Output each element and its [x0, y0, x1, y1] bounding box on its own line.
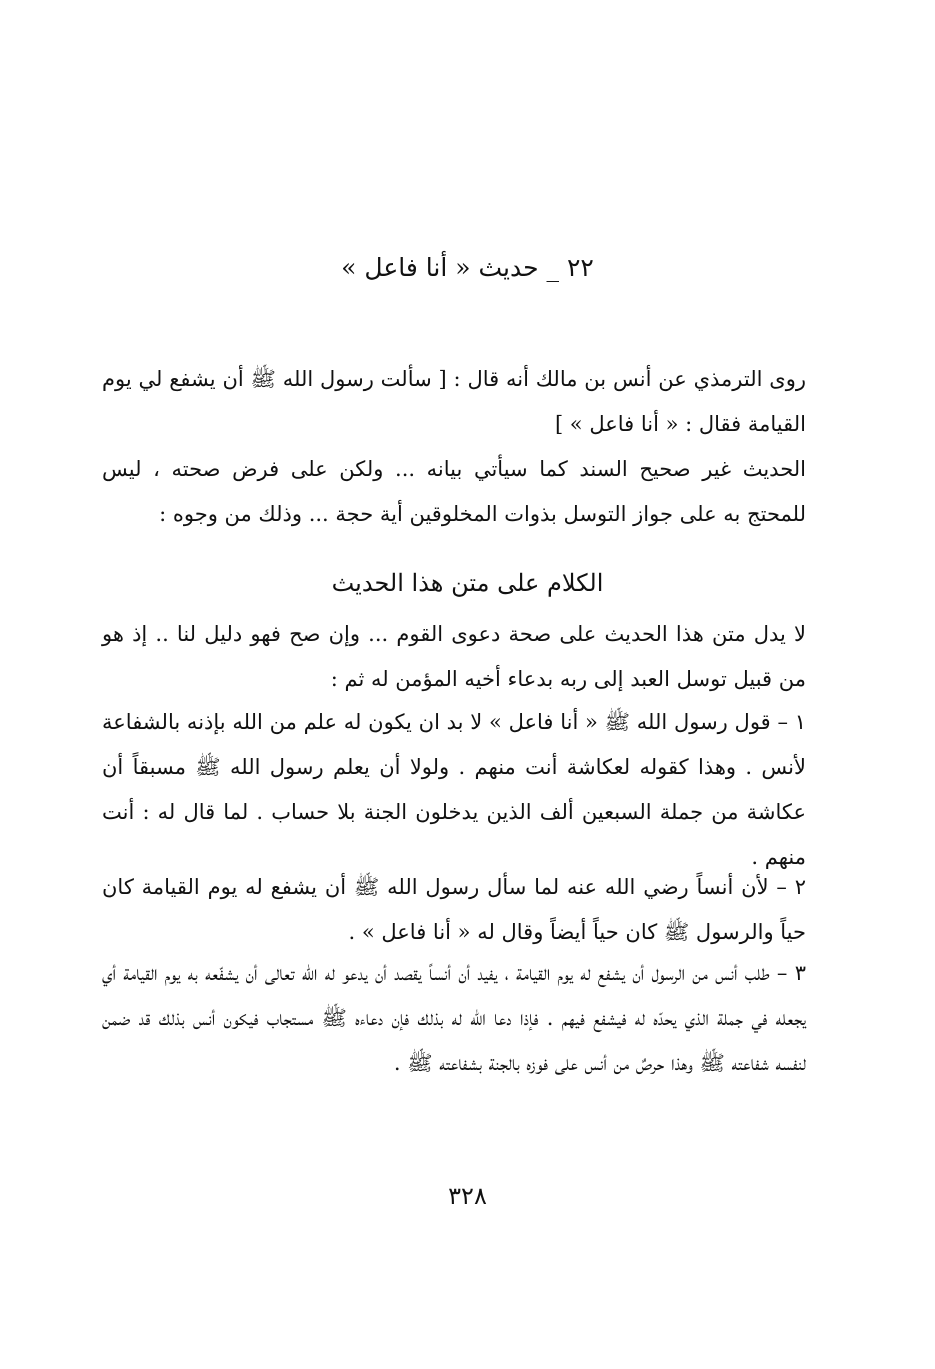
intro-paragraph [102, 612, 806, 702]
point-3-paragraph [102, 951, 806, 1086]
narration-paragraph [102, 357, 806, 447]
point-1-text: ١ – قول رسول الله ﷺ « أنا فاعل » لا بد ان يكون له علم من الله بإذنه بالشفاعة لأنس . وهذا كقوله لعكاشة أنت منهم . ولولا أن يعلم رسول الله ﷺ مسبقاً أن عكاشة من جملة السبعين ألف الذين يدخلون الجنة بلا حساب . لما قال له : أنت منهم . [102, 710, 806, 869]
chapter-heading: ٢٢ _ حديث « أنا فاعل » [341, 253, 594, 282]
commentary-paragraph [102, 447, 806, 537]
point-2-paragraph [102, 865, 806, 955]
page-number: ٣٢٨ [448, 1182, 487, 1210]
point-3-text: ٣ – طلب أنس من الرسول أن يشفع له يوم القيامة ، يفيد أن أنساً يقصد أن يدعو له الله تعالى أن يشفّعه به يوم القيامة أي يجعله في جملة الذي يحدّه له فيشفع فيهم . فإذا دعا الله له بذلك فإن دعاءه ﷺ مستجاب فيكون أنس بذلك قد ضمن لنفسه شفاعته ﷺ وهذا حرصٌ من أنس على فوزه بالجنة بشفاعته ﷺ . [102, 961, 806, 1075]
intro-text: لا يدل متن هذا الحديث على صحة دعوى القوم ... وإن صح فهو دليل لنا .. إذ هو من قبيل توسل العبد إلى ربه بدعاء أخيه المؤمن له ثم : [102, 622, 806, 691]
section-title: الكلام على متن هذا الحديث [331, 569, 604, 597]
point-1-paragraph [102, 700, 806, 880]
commentary-text: الحديث غير صحيح السند كما سيأتي بيانه ... ولكن على فرض صحته ، ليس للمحتج به على جواز التوسل بذوات المخلوقين أية حجة ... وذلك من وجوه : [102, 457, 806, 526]
point-2-text: ٢ – لأن أنساً رضي الله عنه لما سأل رسول الله ﷺ أن يشفع له يوم القيامة كان حياً والرسول ﷺ كان حياً أيضاً وقال له « أنا فاعل » . [102, 875, 806, 944]
narration-text: روى الترمذي عن أنس بن مالك أنه قال : [ سألت رسول الله ﷺ أن يشفع لي يوم القيامة فقال : « أنا فاعل » ] [102, 367, 806, 436]
